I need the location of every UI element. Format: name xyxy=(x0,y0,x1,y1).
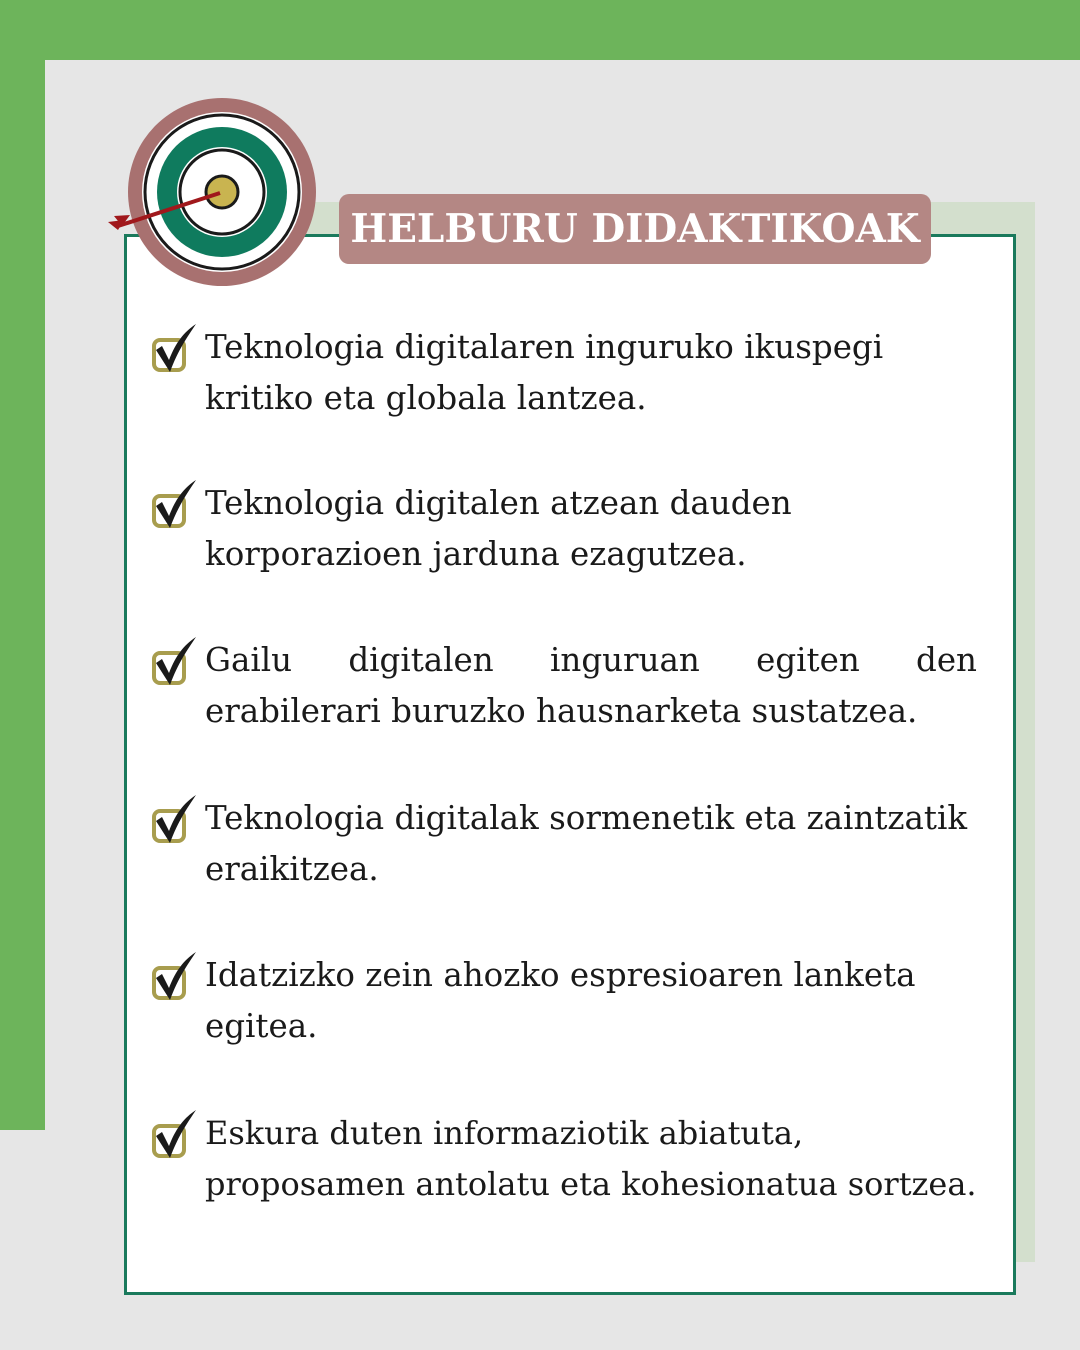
goal-line-1: Teknologia digitalaren inguruko ikuspegi xyxy=(205,328,884,366)
goal-line-2: kritiko eta globala lantzea. xyxy=(205,379,647,417)
goal-item xyxy=(148,793,1008,903)
checkbox-checked-icon xyxy=(148,952,200,1008)
goal-text xyxy=(205,950,977,1052)
goal-line-1: Gailu digitalen inguruan egiten den xyxy=(205,641,977,679)
goal-line-2: erabilerari buruzko hausnarketa sustatzea. xyxy=(205,692,918,730)
title-banner xyxy=(339,194,931,264)
checkbox-checked-icon xyxy=(148,1110,200,1166)
goal-line-1: Teknologia digitalak sormenetik eta zaintzatik xyxy=(205,799,968,837)
goal-line-2: korporazioen jarduna ezagutzea. xyxy=(205,535,747,573)
top-green-band xyxy=(0,0,1080,60)
goal-item xyxy=(148,635,1008,745)
goal-text xyxy=(205,478,977,580)
left-green-band xyxy=(0,0,45,1130)
page-title: HELBURU DIDAKTIKOAK xyxy=(350,206,920,252)
target-icon xyxy=(102,96,332,296)
goal-text xyxy=(205,1108,977,1210)
goal-line-1: Teknologia digitalen atzean dauden xyxy=(205,484,792,522)
checkbox-checked-icon xyxy=(148,324,200,380)
goal-line-2: egitea. xyxy=(205,1007,318,1045)
checkbox-checked-icon xyxy=(148,637,200,693)
goal-line-1: Idatzizko zein ahozko espresioaren lanketa xyxy=(205,956,916,994)
goal-item xyxy=(148,950,1008,1060)
checkbox-checked-icon xyxy=(148,480,200,536)
goal-item xyxy=(148,322,1008,432)
checkbox-checked-icon xyxy=(148,795,200,851)
goal-text xyxy=(205,322,977,424)
goal-item xyxy=(148,478,1008,588)
goal-item xyxy=(148,1108,1008,1218)
goal-line-2: proposamen antolatu eta kohesionatua sortzea. xyxy=(205,1165,977,1203)
goal-text xyxy=(205,635,977,737)
goal-line-1: Eskura duten informaziotik abiatuta, xyxy=(205,1114,804,1152)
goal-line-2: eraikitzea. xyxy=(205,850,379,888)
goal-text xyxy=(205,793,977,895)
